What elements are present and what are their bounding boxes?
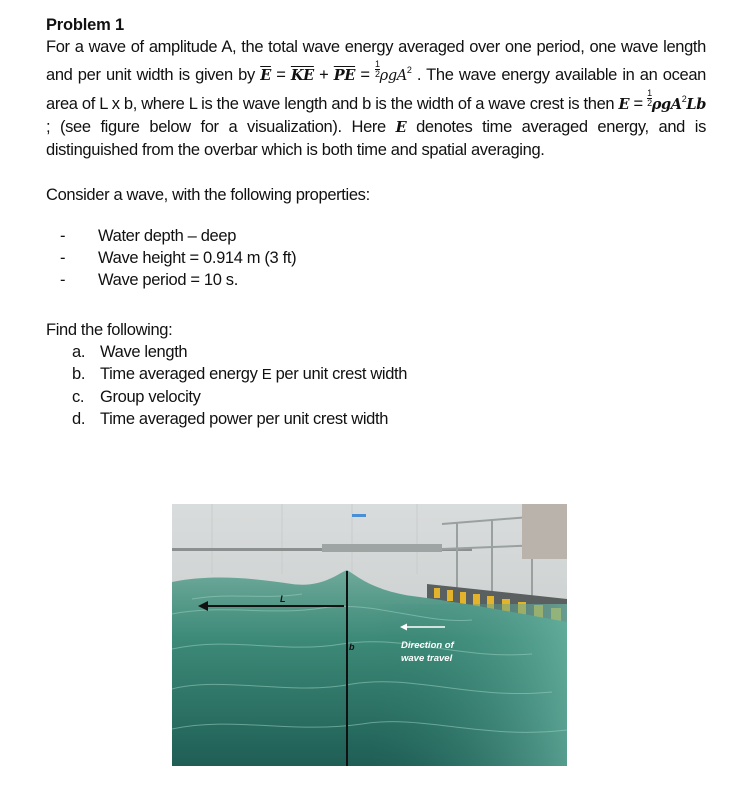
eq-pe-bar: $\overline{PE}$	[333, 67, 356, 84]
eq3-e: E	[395, 119, 407, 136]
list-item	[72, 363, 706, 386]
water-highlight	[372, 604, 567, 766]
fraction-denominator-2: 2	[647, 98, 652, 108]
fraction-denominator: 2	[375, 69, 380, 79]
item-letter: c.	[72, 388, 85, 406]
statement-text-4: denotes time averaged energy, and is distinguished from the overbar which is both time and spatial averaging.	[46, 118, 706, 159]
eq-equals: =	[270, 66, 291, 84]
eq2-superscript: 2	[681, 94, 687, 104]
item-symbol-e: E	[261, 366, 272, 383]
fraction-numerator-2: 1	[647, 88, 652, 98]
label-l: L	[280, 594, 286, 604]
problem-statement	[46, 36, 706, 162]
consider-line: Consider a wave, with the following properties:	[46, 186, 370, 204]
list-item: - Wave period = 10 s.	[60, 269, 706, 291]
eq-e-bar: $\overline{E}$	[260, 67, 271, 84]
item-text-2: per unit crest width	[271, 365, 408, 383]
label-b: b	[349, 642, 355, 652]
statement-text-3: ; (see figure below for a visualization). Here	[46, 118, 396, 136]
eq-plus: +	[313, 66, 334, 84]
eq2-lb: Lb	[686, 96, 706, 113]
find-intro: Find the following:	[46, 321, 173, 339]
item-letter: d.	[72, 410, 86, 428]
item-text: Group velocity	[100, 388, 201, 406]
item-letter: a.	[72, 343, 86, 361]
item-text: Time averaged energy	[100, 365, 262, 383]
eq-rho-g-a: ρgA	[379, 68, 407, 84]
list-item: - Water depth – deep	[60, 225, 706, 247]
control-cabinet	[522, 504, 567, 559]
gantry-carriage	[322, 544, 442, 552]
properties-list	[46, 225, 706, 291]
item-letter: b.	[72, 365, 86, 383]
list-item	[72, 408, 706, 430]
direction-label-2: wave travel	[401, 653, 453, 664]
direction-label-1: Direction of	[401, 640, 454, 651]
wave-tank-illustration	[172, 504, 567, 766]
eq-ke-bar: $\overline{KE}$	[290, 67, 314, 84]
item-text: Time averaged power per unit crest width	[100, 410, 389, 428]
item-text: Wave length	[100, 343, 188, 361]
fraction-numerator: 1	[375, 59, 380, 69]
eq-equals-2: =	[355, 66, 376, 84]
wave-tank-photo	[172, 504, 567, 766]
list-item	[72, 341, 706, 363]
eq-superscript: 2	[406, 65, 412, 75]
eq2-e: E	[618, 96, 630, 113]
wall-light	[352, 514, 366, 517]
list-item	[72, 386, 706, 408]
tasks-list	[46, 341, 706, 430]
list-item: - Wave height = 0.914 m (3 ft)	[60, 247, 706, 269]
statement-text-2: . The wave energy available in an ocean area of L x b, where L is the wave length and b is the width of a wave crest is then	[46, 66, 706, 113]
document-page	[46, 14, 706, 430]
problem-title: Problem 1	[46, 16, 124, 34]
eq2-rho-g-a: ρgA	[651, 96, 682, 113]
eq2-equals: =	[629, 95, 648, 113]
statement-text-1: For a wave of amplitude A, the total wave energy averaged over one period, one wave length and per unit width is given by	[46, 38, 706, 84]
